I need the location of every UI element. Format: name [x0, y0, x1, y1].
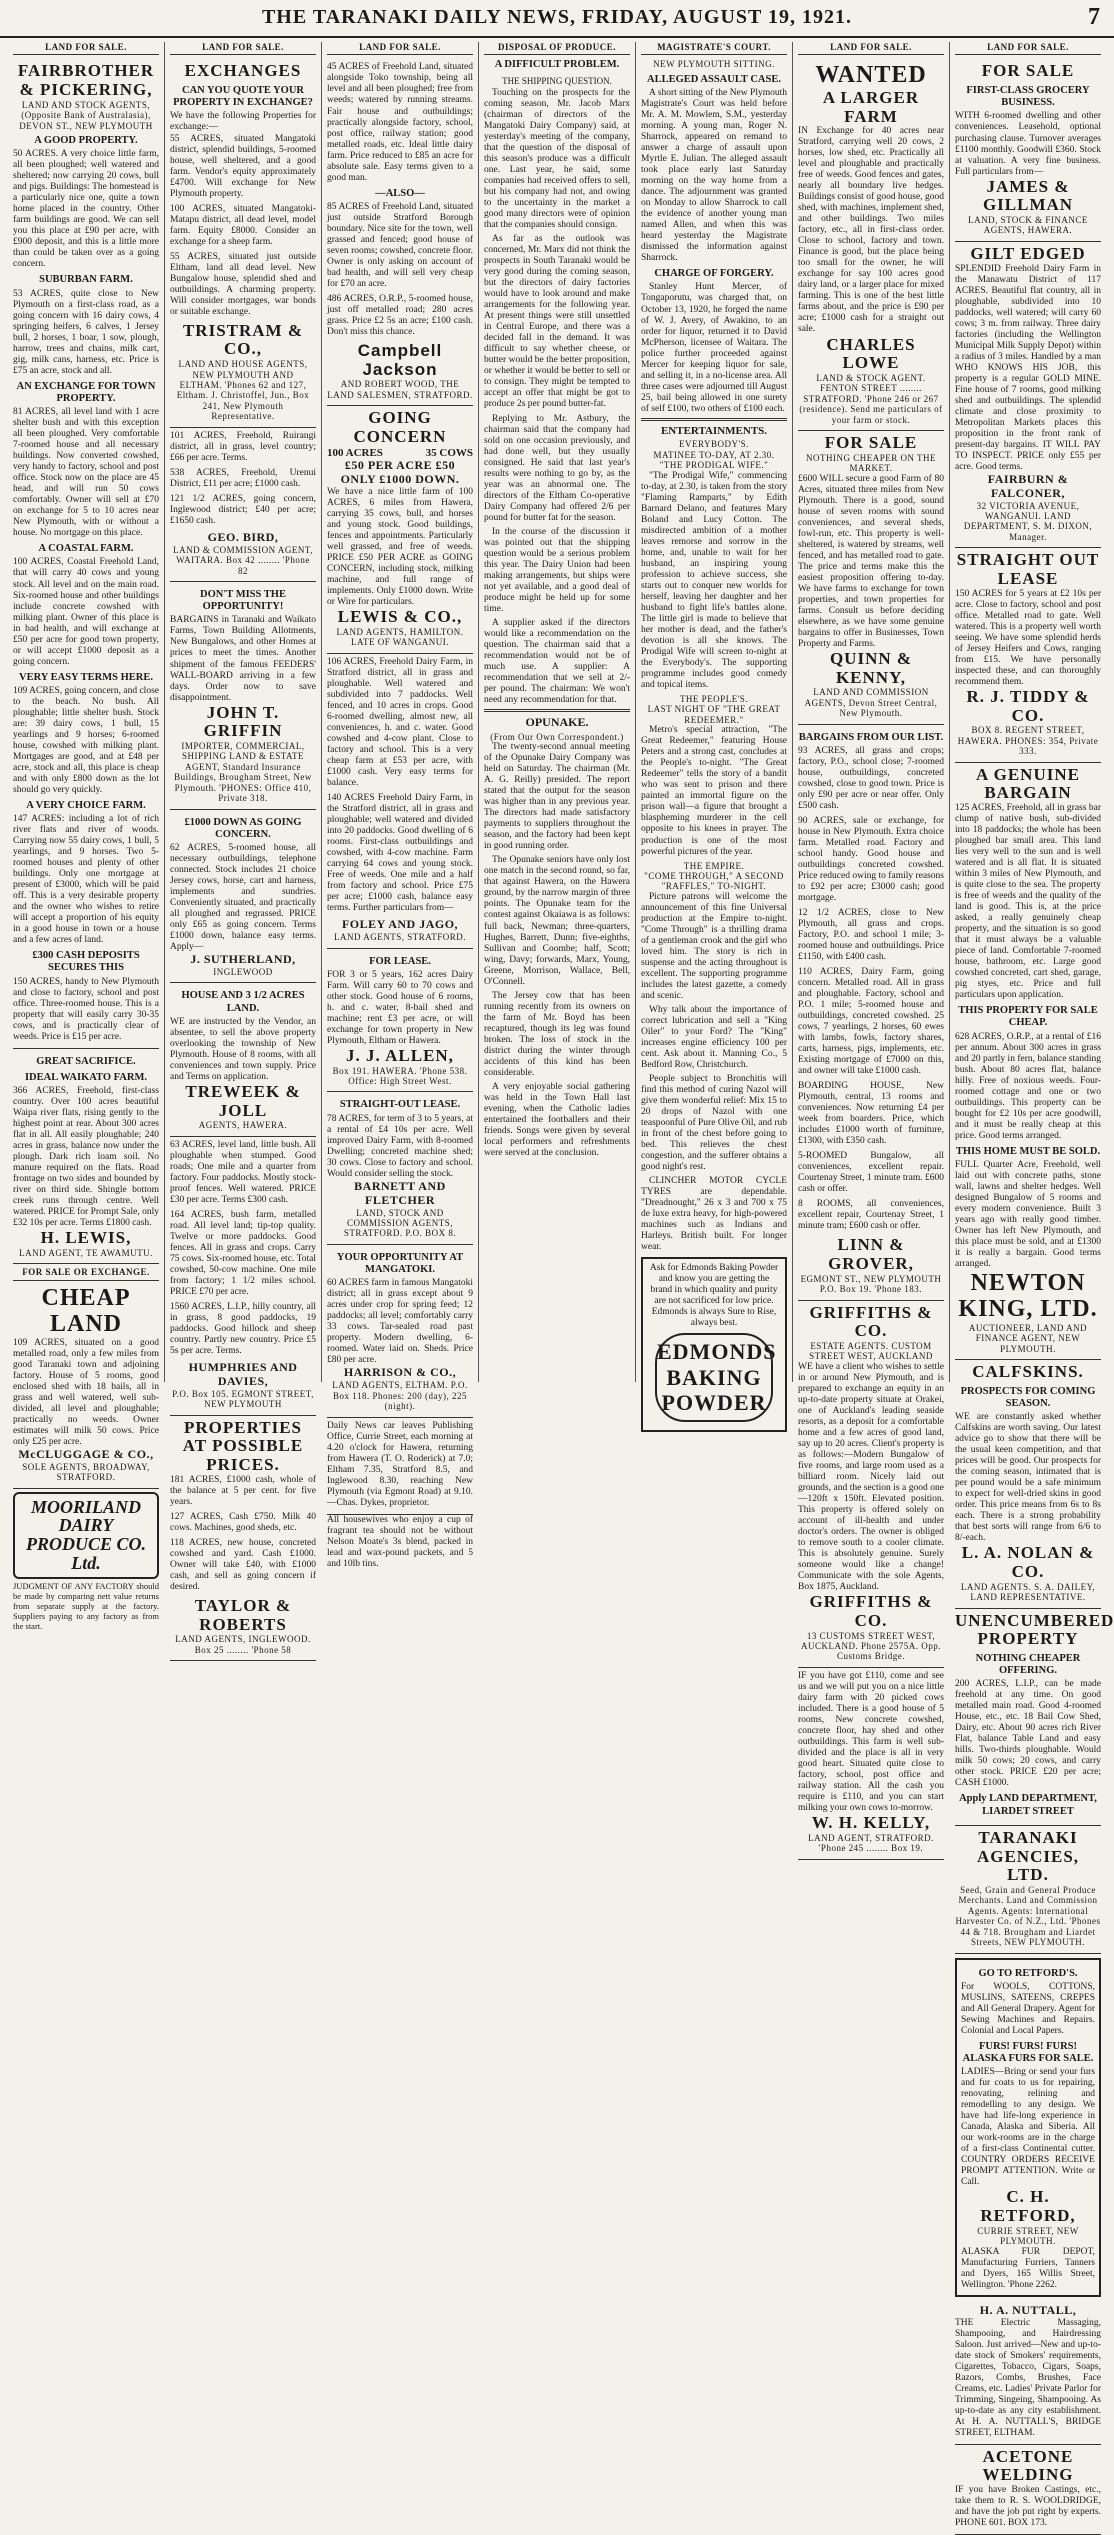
ad-title: GILT EDGED	[970, 243, 1086, 263]
article-paragraph: The Jersey cow that has been running recently from its owners on the farm of Mr. Boyd has been recaptured, though its leg was found broken. The loss of stock in the district during the winter through accidents of this kind has been considerable.	[484, 990, 630, 1078]
agent-address: EGMONT ST., NEW PLYMOUTH P.O. Box 19. 'Phone 183.	[800, 1273, 942, 1295]
listing: 106 ACRES, Freehold Dairy Farm, in Stratford district, all in grass and ploughable. Well watered and subdivided into 7 paddocks. Well fenced, and 10 acres in crops. Good 6-roomed dwelling, almost new, all conveniences, h. and c. water. Good cowshed and 4-cow plant. Close to factory and school. This is a very cheap farm at £53 per acre, with £1000 cash. Very easy terms for balance.	[327, 656, 473, 789]
ad-heading: THIS HOME MUST BE SOLD.	[955, 1145, 1101, 1157]
listing: 12 1/2 ACRES, close to New Plymouth, all grass and crops. Factory, P.O. and school 1 mile; 3-roomed house and outbuildings. Price £1150, with £400 cash.	[798, 907, 944, 963]
notice: Daily News car leaves Publishing Office, Currie Street, each morning at 4.20 o'clock for Hawera, returning from Hawera (T. O. Roderick) at 7.0; Eltham 7.35, Stratford 8.5, and Inglewood 8.30, reaching New Plymouth (via Egmont Road) at 9.10.—Chas. Dykes, proprietor.	[327, 1418, 473, 1515]
firm-address: LAND AND STOCK AGENTS, (Opposite Bank of Australasia), DEVON ST., NEW PLYMOUTH	[19, 99, 153, 131]
ad-title: CHEAP LAND	[41, 1284, 131, 1338]
ad-text: 81 ACRES, all level land with 1 acre shelter bush and with this exception all been ploughed. Very comfortable 7-roomed house and all necessary buildings. Now converted cowshed, very handy to factory, school and post office. Stock now on the place are 45 head, and will run 50 cows comfortably. Owner will sell at £70 on exchange for 5 to 10 acres near New Plymouth, with or without a house. No mortgage on this place.	[13, 407, 159, 539]
listing: 127 ACRES, Cash £750. Milk 40 cows. Machines, good sheds, etc.	[170, 1511, 316, 1533]
ad-title: EXCHANGES	[184, 61, 302, 81]
column-2	[165, 42, 322, 1655]
agent-address: P.O. Box 105. EGMONT STREET, NEW PLYMOUTH	[172, 1388, 314, 1410]
column-header: LAND FOR SALE.	[170, 42, 316, 55]
article-paragraph: Why talk about the importance of correct lubrication and sell a "King Oiler" to your Ford? The "King" increases engine efficiency 100 per cent. Ask about it. Manning Co., 5 Bedford Row, Christchurch.	[641, 1005, 787, 1071]
article-heading: ALLEGED ASSAULT CASE.	[647, 73, 781, 85]
column-7	[950, 42, 1114, 2529]
column-header: LAND FOR SALE.	[327, 42, 473, 55]
ad-title: ACETONE WELDING	[982, 2446, 1074, 2485]
ad-title: A GENUINE BARGAIN	[976, 764, 1080, 803]
agent-address: LAND AND HOUSE AGENTS, NEW PLYMOUTH AND ELTHAM. 'Phones 62 and 127, Eltham. J. Christoffel, Jun., Box 241, New Plymouth Representative.	[176, 359, 310, 422]
ad-text: WE are constantly asked whether Calfskins are worth saving. Our latest advice go to show that there will be the usual keen competition, and that prices will be good. Our prospects for the coming season, intimated that is per pound would be a safe minimum to expect for well-dried skins in good order. This price means from 6s to 8s each. There is a strong probability that best sorts will range from 6/6 to 8/-each.	[955, 1412, 1101, 1544]
agent-address: 13 CUSTOMS STREET WEST, AUCKLAND. Phone 2575A. Opp. Customs Bridge.	[801, 1630, 941, 1662]
ad-text: JUDGMENT OF ANY FACTORY should be made by comparing nett value returns from separate supply at the factory. Suppliers paying to any factory as from the start.	[13, 1581, 159, 1631]
ad-text: 53 ACRES, quite close to New Plymouth on a first-class road, as a going concern with 16 dairy cows, 4 springing heifers, 6 calves, 1 Jersey bull, 2 horses, 1 boar, 1 sow, plough, harrow, trees and chains, milk cart, gig, milk cans, harness, etc. Price is £75 an acre, stock and all.	[13, 288, 159, 376]
column-1	[8, 42, 165, 1631]
article-subheading: "THE PRODIGAL WIFE."	[659, 460, 769, 471]
ad-title: WANTED	[815, 62, 927, 89]
ad-text: WITH 6-roomed dwelling and other conveniences. Leasehold, optional purchasing clause. Turnover averages £1100 monthly. Goodwill £360. Stock at valuation. A very fine business. Full particulars from—	[955, 111, 1101, 177]
ad-heading: A COASTAL FARM.	[38, 543, 134, 555]
ad-text: 100 ACRES, Coastal Freehold Land, that will carry 40 cows and young stock. All level and on the main road. Six-roomed house and other buildings include concrete cowshed with milking plant. Owner of this place is in bad health, and will exchange at £50 per acre for good town property, or will accept £1000 deposit as a going concern.	[13, 557, 159, 667]
agent-address: LAND AGENT, TE AWAMUTU.	[19, 1247, 153, 1258]
article-paragraph: Metro's special attraction, "The Great Redeemer," featuring House Peters and a strong cast, concludes at the People's to-night. "The Great Redeemer" tells the story of a bandit who was sent to prison and there painted an immortal figure on the prison wall—a figure that brought a blaspheming murderer in the cell opposite to his knees in prayer. The production is one of the most powerful pictures of the year.	[641, 725, 787, 857]
column-6	[793, 42, 950, 1854]
agent-address: Box 191. HAWERA. 'Phone 538. Office: High Street West.	[332, 1065, 468, 1086]
agent-address: LAND AGENTS, STRATFORD.	[333, 932, 466, 943]
logo-line: MOORILAND DAIRY	[30, 1496, 141, 1536]
agent-address: LAND, STOCK & FINANCE AGENTS, HAWERA.	[968, 214, 1088, 236]
listing: 63 ACRES, level land, little bush. All ploughable when stumped. Good roads; One mile and a quarter from factory. Four paddocks. Mostly stock-proof fences. Well watered. PRICE £30 per acre. Terms £300 cash.	[170, 1139, 316, 1205]
ad-title: STRAIGHT OUT LEASE	[956, 550, 1100, 589]
article-paragraph: The Opunake seniors have only lost one match in the second round, so far, that against Hawera, on the Hawera ground, by the narrow margin of three points. The Opunake team for the contest against Okaiawa is as follows: full back, Newman; three-quarters, Hughes, Barrett, Dunn; five-eighths, Sullivan and Coombe; half, Scott; wing, Davy; forwards, Marx, Young, Greene, Morrison, Wallace, Bell, O'Connell.	[484, 855, 630, 987]
ad-text: 62 ACRES, 5-roomed house, all necessary outbuildings, telephone connected. Stock includes 21 choice Jersey cows, horse, cart and harness, implements and sundries. Conveniently situated, and practically all ploughed and regrassed. PRICE only £65 as going concern. Terms £1000 down, balance easy terms. Apply—	[170, 842, 316, 953]
agent-address: AUCTIONEER, LAND AND FINANCE AGENT, NEW PLYMOUTH.	[968, 1322, 1088, 1354]
ad-heading: FURS! FURS! FURS! ALASKA FURS FOR SALE.	[962, 2040, 1094, 2064]
agent-name: TAYLOR & ROBERTS	[194, 1595, 292, 1634]
article-heading: A DIFFICULT PROBLEM.	[494, 59, 620, 71]
listing: 5-ROOMED Bungalow, all conveniences, excellent repair. Courtenay Street, 1 minute tram. £600 cash or offer.	[798, 1151, 944, 1195]
listing: 486 ACRES, O.R.P., 5-roomed house, just off metalled road; 280 acres grass. Price £2 5s an acre; £100 cash. Don't miss this chance.	[327, 293, 473, 337]
article-paragraph: The twenty-second annual meeting of the Opunake Dairy Company was held on Saturday. The chairman (Mr. A. G. Reilly) presided. The report stated that the output for the season was higher than in any previous year. The directors had made satisfactory payments to suppliers throughout the season, and the factory had been kept in good running order.	[484, 742, 630, 852]
ad-subheading: IDEAL WAIKATO FARM.	[24, 1071, 148, 1083]
listing: 85 ACRES of Freehold Land, situated just outside Stratford Borough boundary. Nice site for the town, well grassed and fenced; good house of seven rooms; cowshed, concrete floor. Owner is only asking on account of bad health, and will sell very cheap for £70 an acre.	[327, 201, 473, 289]
listing: 45 ACRES of Freehold Land, situated alongside Toko township, being all level and all been ploughed; free from weeds; watered by running streams. Fair house and outbuildings; practically alongside factory, school, post office, railway station; good metalled roads, etc. Ideal little dairy farm. Price reduced to £85 an acre for absolute sale. Easy terms given to a good man.	[327, 62, 473, 183]
agent-address: AND ROBERT WOOD, THE LAND SALESMEN, STRATFORD.	[327, 379, 473, 400]
ad-title: FOR SALE	[824, 433, 918, 453]
column-header: LAND FOR SALE.	[955, 42, 1101, 55]
agent-address: LAND AGENTS, INGLEWOOD. Box 25 ........ 'Phone 58	[175, 1634, 311, 1655]
edmonds-logo: EDMONDS BAKING POWDER	[655, 1333, 773, 1422]
agent-name: LINN & GROVER,	[828, 1235, 914, 1274]
agent-address: LAND AGENTS, HAMILTON. LATE OF WANGANUI.	[336, 627, 464, 648]
ad-text: FULL Quarter Acre, Freehold, well laid out with concrete paths, stone wall, lawns and shelter hedges. Well designed Bungalow of 5 rooms and every modern convenience. Built 3 years ago with really good timber. Owner has left New Plymouth, and this place must be sold, and at £1300 it is really a bargain. Good terms arranged.	[955, 1159, 1101, 1270]
column-header: LAND FOR SALE.	[798, 42, 944, 55]
ad-text: We have the following Properties for exchange:—	[170, 111, 316, 133]
agent-address: BOX 8. REGENT STREET, HAWERA. PHONES: 354, Private 333.	[957, 725, 1099, 757]
agent-name: J. J. ALLEN,	[346, 1045, 454, 1065]
listing: 90 ACRES, sale or exchange, for house in New Plymouth. Extra choice farm. Metalled road. Factory and school handy. Good house and outbuildings concreted cowshed. Price reduced owing to family reasons to £92 per acre; £3000 cash; good mortgage.	[798, 815, 944, 903]
ad-heading: £1000 DOWN AS GOING CONCERN.	[184, 816, 302, 840]
agent-name: HARRISON & CO.,	[343, 1365, 457, 1380]
ad-heading: FIRST-CLASS GROCERY BUSINESS.	[966, 85, 1090, 109]
agent-name: R. J. TIDDY & CO.	[966, 686, 1090, 725]
notice: All housewives who enjoy a cup of fragrant tea should not be without Nelson Moate's 3s blend, packed in lead and wax-pound packets, and 5 and 10lb tins.	[327, 1514, 473, 1569]
agent-address: INGLEWOOD	[213, 966, 273, 977]
agent-name: CHARLES LOWE	[826, 334, 916, 373]
listing: 8 ROOMS, all conveniences, excellent repair, Courtenay Street, 1 minute tram; £600 cash or offer.	[798, 1199, 944, 1232]
ad-text: For WOOLS, COTTONS, MUSLINS, SATEENS, CREPES and All General Drapery. Agent for Sewing Machines and Repairs. Colonial and Local Papers.	[961, 1981, 1095, 2036]
agent-name: FAIRBURN & FALCONER,	[987, 471, 1069, 500]
listing: BOARDING HOUSE, New Plymouth, central, 13 rooms and conveniences. Now returning £4 per week from boarders. Price, which includes £1000 worth of furniture, £1300, with £350 cash.	[798, 1081, 944, 1147]
firm-name: FAIRBROTHER & PICKERING,	[17, 61, 155, 100]
article-subheading: THE PEOPLE'S.	[679, 694, 749, 705]
article-paragraph: A supplier asked if the directors would like a recommendation on the question. The chairman said that a recommendation would not be of much use. A supplier: A recommendation that we sell at 2/- per pound. The chairman: We won't need any recommendation for that.	[484, 617, 630, 705]
ad-heading: A VERY CHOICE FARM.	[26, 799, 146, 811]
ad-heading: NOTHING CHEAPER OFFERING.	[975, 1652, 1081, 1677]
ad-heading: STRAIGHT-OUT LEASE.	[339, 1099, 461, 1111]
acres-label: 100 ACRES	[327, 446, 383, 459]
ad-heading: AN EXCHANGE FOR TOWN PROPERTY.	[16, 380, 156, 404]
ad-heading: FOR LEASE.	[369, 955, 431, 967]
agent-name: Campbell Jackson	[357, 340, 443, 379]
column-header: DISPOSAL OF PRODUCE.	[484, 42, 630, 55]
agent-name: H. LEWIS,	[40, 1228, 132, 1248]
ad-heading: DON'T MISS THE OPPORTUNITY!	[200, 589, 286, 613]
agent-name: GRIFFITHS & CO.	[809, 1592, 933, 1630]
agent-name: J. SUTHERLAND,	[190, 952, 296, 967]
listing: 1560 ACRES, L.I.P., hilly country, all in grass, 8 good paddocks, 19 paddocks. Good hillock and sheep country. Partly new country. Price £5 5s per acre. Terms.	[170, 1301, 316, 1356]
ad-text: 125 ACRES, Freehold, all in grass bar clump of native bush, sub-divided into 18 paddocks; the whole has been ploughed bar small area. This land lies very well to the sun and is well watered and is all flat. It is situated within 3 miles of New Plymouth, and is quite close to the sea. The property is free of weeds and the quality of the land is good. This is, at the price asked, a really genuinely cheap property, and the situation is so good that it must always be a valuable piece of land. Comfortable 7-roomed house, bathroom, etc. Large good cowshed concreted, cart shed, garage, pig styes, etc. Price and full particulars upon application.	[955, 802, 1101, 1001]
agent-address: LAND & STOCK AGENT. FENTON STREET ........ STRATFORD. 'Phone 246 or 267 (residence). Send me particulars of your farm or stock.	[799, 372, 943, 425]
listing: 100 ACRES, situated Mangatoki-Matapu district, all dead level, model farm. Equity £8000. Consider an exchange for a sheep farm.	[170, 203, 316, 247]
masthead	[0, 0, 1114, 38]
agent-name: LEWIS & CO.,	[337, 607, 463, 627]
agent-name: GEO. BIRD,	[207, 529, 279, 544]
ad-text: 150 ACRES for 5 years at £2 10s per acre. Close to factory, school and post office. Metalled road to gate. Well watered. This is a property well worth seeing. We have some splendid herds of Jersey Heifers and Cows, ranging from £15. We have personally inspected these, and can thoroughly recommend them.	[955, 588, 1101, 687]
ad-text: 366 ACRES, Freehold, first-class country. Over 100 acres beautiful Waipa river flats, rising gently to the highest point at rear. About 300 acres flat in all. All easily ploughable; 240 acres in grass, balance now under the plough. Dark rich loam soil. No manure required on the flats. Road frontage on two sides and bounded by river on third side. Shingle bottom creek runs through centre. Well watered. PRICE for Prompt Sale, only £32 10s per acre. Terms £1800 cash.	[13, 1086, 159, 1229]
ad-text: £600 WILL secure a good Farm of 80 Acres, situated three miles from New Plymouth. There is a good, sound house of seven rooms with sound conveniences, and several sheds, fowl-run, etc. This property is well-sheltered, is watered by streams, well fenced, and has metalled road to gate. The price and terms make this the easiest proposition offering to-day. We have farms to exchange for town properties, and town properties for farms. Consult us before deciding elsewhere, as we have some genuine bargains to offer in Businesses, Town Property and Farms.	[798, 473, 944, 649]
masthead-title: THE TARANAKI DAILY NEWS, FRIDAY, AUGUST 19, 1921.	[261, 6, 853, 28]
listing: 181 ACRES, £1000 cash, whole of the balance at 5 per cent. for five years.	[170, 1474, 316, 1507]
column-header: LAND FOR SALE.	[13, 42, 159, 55]
agent-address: LAND AGENTS, ELTHAM. P.O. Box 118. Phones: 200 (day), 225 (night).	[332, 1380, 468, 1412]
ad-title: PROPERTIES AT POSSIBLE PRICES.	[182, 1417, 304, 1475]
article-subheading: NEW PLYMOUTH SITTING.	[653, 59, 775, 70]
agent-name: L. A. NOLAN & CO.	[961, 1543, 1095, 1582]
article-heading: CHARGE OF FORGERY.	[654, 268, 774, 280]
article-heading: ENTERTAINMENTS.	[660, 424, 768, 437]
ad-text: 78 ACRES, for term of 3 to 5 years, at a rental of £4 10s per acre. Well improved Dairy Farm, with 8-roomed Dwelling; concreted machine shed; 30 cows. Close to factory and school. Would consider selling the stock.	[327, 1113, 473, 1179]
article-paragraph: Stanley Hunt Mercer, of Tongaporutu, was charged that, on October 13, 1920, he forged the name of W. J. Avery, of Awakino, to an order for liquor, returned it to David McPherson, licensee of Waitara. The police further proceeded against Mercer for keeping liquor for sale, and selling it, in a no-license area. All three cases were adjourned till August 25, bail being allowed in one surety of self £100, two others of £100 each.	[641, 282, 787, 414]
column-3	[322, 42, 479, 1569]
ad-heading: YOUR OPPORTUNITY AT MANGATOKI.	[336, 1251, 464, 1275]
article-subheading: THE EMPIRE.	[683, 860, 745, 871]
ad-text: 109 ACRES, going concern, and close to the beach. No bush. All ploughable; little shelter bush. Stock are: 39 dairy cows, 1 bull, 15 yearlings and 9 horses; 6-roomed house, cowshed with milking plant. Mortgages are good, and at £48 per acre, stock and all, this place is cheap and with only £800 down as the lot should go very quickly.	[13, 685, 159, 795]
ad-text: 628 ACRES, O.R.P., at a rental of £16 per annum. About 300 acres in grass and 20 partly in fern, balance standing bush. About 80 acres flat, balance hilly. Free of noxious weeds. Four-roomed cottage and one or two outbuildings. This property can be bought for £2 10s per acre goodwill, and it must be really cheap at this price. Good terms arranged.	[955, 1031, 1101, 1141]
ad-title: UNENCUMBERED PROPERTY	[955, 1610, 1114, 1649]
edmonds-ad-text: Ask for Edmonds Baking Powder and know you are getting the brand in which quality and purity are not sacrificed for low price. Edmonds is always Sure to Rise, always best.	[649, 1263, 779, 1329]
article-paragraph: A short sitting of the New Plymouth Magistrate's Court was held before Mr. A. M. Mowlem, S.M., yesterday morning. A young man, Roger N. Sharrock, appeared on remand to answer a charge of assault upon Myrtle E. Julian. The alleged assault took place early last Saturday morning on the way home from a dance. The adjournment was granted on Monday to allow Sharrock to call the evidence of another young man named Allen, and when this was heard yesterday the Magistrate dismissed the information against Sharrock.	[641, 88, 787, 264]
listing: 55 ACRES, situated just outside Eltham, land all dead level. New Bungalow house, splendid shed and outbuildings. A charming property. Will consider mortgages, war bonds or suitable exchange.	[170, 251, 316, 317]
ad-heading: SUBURBAN FARM.	[39, 274, 133, 286]
ad-title: CALFSKINS.	[972, 1362, 1084, 1382]
article-paragraph: As far as the outlook was concerned, Mr. Marx did not think the prospects in South Taranaki would be very good during the coming season, but the directors of dairy factories would have to look around and make arrangements for the following year. At present things were still unsettled in Central Europe, and there was a decided fall in the demand. It was difficult to say whether cheese, or butter would be the better proposition, or whether it would be better to sell or to consign. They might be tempted to accept an offer that might be got to produce 2s per pound butter-fat.	[484, 234, 630, 410]
ad-text: We have a nice little farm of 100 ACRES, 6 miles from Hawera, carrying 35 cows, bull, and horses and young stock. Good buildings, fences and appointments. Particularly well grassed, and free of weeds. PRICE £50 PER ACRE as GOING CONCERN, including stock, milking machine, and full range of implements. Only £1000 down. Write or Wire for particulars.	[327, 487, 473, 608]
listing: 118 ACRES, new house, concreted cowshed and yard. Cash £1000. Owner will take £40, with £1000 cash, and sell as going concern if desired.	[170, 1537, 316, 1592]
agent-address: LAND, STOCK AND COMMISSION AGENTS, STRATFORD. P.O. BOX 8.	[343, 1207, 457, 1239]
agent-name: H. A. NUTTALL,	[979, 2302, 1077, 2317]
article-byline: (From Our Own Correspondent.)	[490, 731, 624, 742]
ad-subtitle: A LARGER FARM	[822, 87, 920, 126]
article-paragraph: Replying to Mr. Astbury, the chairman said that the company had sold on one occasion previously, and had done well, but they usually consigned. He said that last year's results were nothing to go by, as the year was an abnormal one. The directors of the Eltham Co-operative Dairy Company had offered 2/6 per pound for butter fat for the season.	[484, 413, 630, 523]
agent-name: W. H. KELLY,	[811, 1813, 931, 1833]
listing: 110 ACRES, Dairy Farm, going concern. Metalled road. All in grass and ploughable. Factory, school and P.O. 1 mile; 5-roomed house and outbuildings, concreted cowshed. 25 cows, 7 yearlings, 2 horses, 60 ewes with lambs, fowls, factory shares, carts, harness, pigs, implements, etc. Existing mortgage of £7000 on this, and owner will take £1000 cash.	[798, 967, 944, 1077]
ad-text: 150 ACRES, handy to New Plymouth and close to factory, school and post office. Three-roomed house. This is a property that will easily carry 30-35 cows, and is practically clear of weeds. Price is £15 per acre.	[13, 976, 159, 1042]
article-paragraph: People subject to Bronchitis will find this method of curing Nazol will give them wonderful relief: Mix 15 to 20 drops of Nazol with one teaspoonful of Pure Olive Oil, and rub in front of the chest before going to bed. This relieves the chest congestion, and the sufferer obtains a good night's rest.	[641, 1074, 787, 1173]
column-5	[636, 42, 793, 1416]
moa-dairy-logo	[13, 1492, 159, 1580]
agent-address: LAND AGENTS. S. A. DAILEY, LAND REPRESENTATIVE.	[960, 1581, 1096, 1603]
price-line: £50 PER ACRE £50	[344, 458, 456, 473]
agent-name: FOLEY AND JAGO,	[341, 917, 459, 932]
agent-address: AGENTS, HAWERA.	[198, 1120, 288, 1131]
ad-title: FOR SALE	[981, 61, 1075, 81]
article-subheading: THE SHIPPING QUESTION.	[502, 75, 612, 86]
ad-subtitle: NOTHING CHEAPER ON THE MARKET.	[805, 452, 937, 474]
page-number: 7	[1088, 4, 1100, 30]
ad-heading: PROSPECTS FOR COMING SEASON.	[960, 1385, 1096, 1409]
agent-name: McCLUGGAGE & CO.,	[18, 1446, 154, 1461]
ad-heading: BARGAINS FROM OUR LIST.	[798, 731, 944, 743]
ad-text: WE are instructed by the Vendor, an absentee, to sell the above property overlooking the township of New Plymouth. House of 8 rooms, with all conveniences and town supply. Price and Terms on application.	[170, 1016, 316, 1082]
columns	[8, 42, 1114, 2529]
down-line: ONLY £1000 DOWN.	[340, 472, 460, 487]
ad-heading: HOUSE AND 3 1/2 ACRES LAND.	[181, 990, 305, 1014]
agent-name: TARANAKI AGENCIES, LTD.	[976, 1827, 1080, 1885]
ad-text: 147 ACRES: including a lot of rich river flats and river of woods. Carrying now 55 dairy cows, 1 bull, 5 yearlings, and 9 horses. Two 5-roomed houses and plenty of other buildings. Only one mortgage at present of £3000, which will be paid off. This is a very desirable property and the owner who wishes to retire will accept a proportion of his equity in a good house in town or a house and a few acres of land.	[13, 814, 159, 946]
listing: 55 ACRES, situated Mangatoki district, splendid buildings, 5-roomed house, well sheltered, and a good farm. Vendor's equity approximately £4700. Will exchange for New Plymouth property.	[170, 133, 316, 199]
agent-name: NEWTON KING, LTD.	[958, 1270, 1098, 1323]
listing: 164 ACRES, bush farm, metalled road. All level land; tip-top quality. Twelve or more paddocks. Good fences. All in grass and crops. Carry 75 cows. Six-roomed house, etc. Total cowshed, 50-cow machine. One mile from factory; 1 1/2 miles school. PRICE £70 per acre.	[170, 1209, 316, 1297]
article-paragraph: CLINCHER MOTOR CYCLE TYRES are dependable. "Dreadnought," 26 x 3 and 700 x 75 de luxe extra heavy, for high-powered machines such as Indians and Harleys. British built. For longer wear.	[641, 1176, 787, 1253]
agent-address: SOLE AGENTS, BROADWAY, STRATFORD.	[22, 1461, 150, 1483]
ad-text: SPLENDID Freehold Dairy Farm in the Manawatu District of 117 ACRES. Beautiful flat country, all in ploughable, subdivided into 10 paddocks, well watered; will carry 60 cows; 3 m. from railway. Three dairy factories (including the Wellington Municipal Milk Supply Depot) within a radius of 3 miles. Handled by a man WHO KNOWS HIS JOB, this property is a regular GOLD MINE. Fine house of 7 rooms, good milking shed and outbuildings. The splendid climate and close proximity to Metropolitan Markets places this proposition in the front rank of present-day bargains. IT WILL PAY TO INSPECT. PRICE only £55 per acre. Good terms.	[955, 263, 1101, 472]
article-subheading: LAST NIGHT OF "THE GREAT REDEEMER."	[647, 704, 781, 725]
agent-name: C. H. RETFORD,	[980, 2187, 1076, 2225]
ad-heading: —ALSO—	[375, 187, 425, 199]
agent-name: TRISTRAM & CO.,	[182, 320, 304, 359]
article-paragraph: "The Prodigal Wife," commencing to-day, at 2.30, is taken from the story "Flaming Ramparts," by Edith Barnard Delano, and features Mary Boland and Lucy Cotton. The misdirected ambition of a mother leaves remorse and sorrow in the home, and, unable to wait for her husband, an inspiring young profession to achieve success, she starts out to conquer new worlds for herself, leaving her daughter and her husband to fight life's battles alone. The little girl is made to believe that her mother is dead, and the father's devotion is all she knows. The Prodigal Wife will screen to-night at the Everybody's. The supporting programme includes good comedy and topical items.	[641, 470, 787, 691]
ad-text: ALASKA FUR DEPOT, Manufacturing Furriers, Tanners and Dyers, 165 Willis Street, Wellington. 'Phone 2262.	[961, 2246, 1095, 2290]
article-subheading: EVERYBODY'S.	[679, 439, 749, 450]
agent-address: LAND AGENT, STRATFORD. 'Phone 245 ........ Box 19.	[808, 1832, 934, 1854]
agent-name: TREWEEK & JOLL	[185, 1081, 301, 1120]
article-heading: OPUNAKE.	[525, 714, 589, 729]
agent-address: ESTATE AGENTS. CUSTOM STREET WEST, AUCKLAND	[809, 1341, 933, 1362]
ad-text: BARGAINS in Taranaki and Waikato Farms, Town Building Allotments, New Bungalows, and other Homes at prices to meet the times. Another shipment of the famous FEEDERS' WALL-BOARD arriving in a few days. Order now to save disappointment.	[170, 615, 316, 703]
ad-heading: THIS PROPERTY FOR SALE CHEAP.	[958, 1005, 1098, 1029]
agent-name: QUINN & KENNY,	[829, 648, 913, 687]
article-subheading: MATINEE TO-DAY, AT 2.30.	[653, 449, 775, 460]
agent-name: JOHN T. GRIFFIN	[203, 702, 283, 741]
ad-text: THE Electric Massaging, Shampooing, and Hairdressing Saloon. Just arrived—New and up-to-date stock of Smokers' requirements, Cigarettes, Tobacco, Cigars, Soaps, Razors, Combs, Brushes, Face Creams, etc. Ladies' Private Parlor for Trimming, Singeing, Shampooing. As up-to-date as any city establishment. At H. A. NUTTALL'S, BRIDGE STREET, ELTHAM.	[955, 2317, 1101, 2438]
article-paragraph: Picture patrons will welcome the announcement of this fine Universal production at the Empire to-night. "Come Through" is a thrilling drama of a gentleman crook and the girl who loved him. The story is rich in suspense and the acting throughout is excellent. The supporting programme includes the latest gazette, a comedy and scenic.	[641, 891, 787, 1001]
section-header: FOR SALE OR EXCHANGE.	[13, 1267, 159, 1280]
listing: 538 ACRES, Freehold, Urenui District, £11 per acre; £1000 cash.	[170, 467, 316, 489]
article-paragraph: A very enjoyable social gathering was held in the Town Hall last evening, when the Catholic ladies entertained the footballers and their friends. Songs were given by several local performers and refreshments were served at the conclusion.	[484, 1081, 630, 1158]
ad-title: GOING CONCERN	[353, 408, 447, 446]
agent-address: LAND AND COMMISSION AGENTS, Devon Street Central, New Plymouth.	[804, 687, 938, 719]
article-paragraph: In the course of the discussion it was pointed out that the shipping question would be a serious problem this year. The Dairy Union had been making arrangements, but ships were not yet available, and a good deal of produce might be held up for some time.	[484, 526, 630, 614]
ad-text: 60 ACRES farm in famous Mangatoki district; all in grass except about 9 acres under crop for spring feed; 12 paddocks; all level; comfortably carry 33 cows. Tar-sealed road past property. Modern dwelling, 6-roomed. Water laid on. Sheds. Price £80 per acre.	[327, 1278, 473, 1366]
agent-name: HUMPHRIES AND DAVIES,	[188, 1359, 298, 1388]
column-4	[479, 42, 636, 1382]
ad-text: IF you have Broken Castings, etc., take them to R. S. WOOLDRIDGE, and have the job put right by experts. PHONE 601. BOX 173.	[955, 2485, 1101, 2529]
ad-heading: £300 CASH DEPOSITS SECURES THIS	[32, 950, 140, 974]
ad-text: 109 ACRES, situated on a good metalled road, only a few miles from good Taranaki town and adjoining factory. House of 5 rooms, good enclosed shed with 18 bails, all in grass and well watered, well sub-divided, all level and ploughable; practically no weeds. Owner estimates will milk 50 cows. Price only £25 per acre.	[13, 1337, 159, 1447]
listing: 93 ACRES, all grass and crops; factory, P.O., school close; 7-roomed house, outbuildings, concreted cowshed, close to good town. Price is only £90 per acre or near offer. Only £500 cash.	[798, 745, 944, 811]
agent-name: GRIFFITHS & CO.	[809, 1302, 933, 1341]
listing: 121 1/2 ACRES, going concern, Inglewood district; £40 per acre; £1650 cash.	[170, 493, 316, 526]
agent-name: JAMES & GILLMAN	[982, 176, 1074, 215]
column-header: MAGISTRATE'S COURT.	[641, 42, 787, 55]
ad-text: IN Exchange for 40 acres near Stratford, carrying well 20 cows, 2 horses, low shed, etc. Practically all level and ploughable and practically free of weeds. Good fences and gates, nearly all boundary live hedges. Buildings consist of good house, good shed, with machines, implement shed, and other buildings. Two miles factory, etc., all in first-class order. Close to school, factory and town. Finance is good, but the place being too small for the owner, he will exchange for say 100 acres good dairy land, or a larger place for mixed farming. This is one of the best little farms about, and the price is £90 per acre; £1000 cash for a straight out sale.	[798, 126, 944, 335]
ad-text: FOR 3 or 5 years, 162 acres Dairy Farm. Will carry 60 to 70 cows and other stock. Good house of 6 rooms, h. and c. water, 8-bail shed and machine; rent £3 per acre, or will exchange for town property in New Plymouth, Eltham or Hawera.	[327, 969, 473, 1046]
logo-line: PRODUCE CO. Ltd.	[25, 1534, 146, 1574]
ad-heading: CAN YOU QUOTE YOUR PROPERTY IN EXCHANGE?	[173, 85, 313, 109]
agent-address: LAND & COMMISSION AGENT, WAITARA. Box 42 ........ 'Phone 82	[173, 544, 313, 576]
ad-heading: A GOOD PROPERTY.	[34, 135, 138, 147]
agent-address: CURRIE STREET, NEW PLYMOUTH.	[977, 2225, 1079, 2247]
ad-text: LADIES—Bring or send your furs and fur coats to us for repairing, renovating, relining and remodelling to any design. We have had life-long experience in Canada, Alaska and Siberia. All our work-rooms are in the charge of a first-class Continental cutter. COUNTRY ORDERS RECEIVE PROMPT ATTENTION. Write or Call.	[961, 2067, 1095, 2188]
ad-text: IF you have got £110, come and see us and we will put you on a nice little dairy farm with 20 picked cows included. There is a good house of 5 rooms, New concrete cowshed, concrete floor, hay shed and other outbuildings. This farm is well sub-divided and the place is all in very good heart. Situated quite close to factory, school, post office and railway station. All the cash you require is £110, and you can start milking your own cows to-morrow.	[798, 1670, 944, 1814]
ad-heading: GO TO RETFORD'S.	[978, 1967, 1078, 1979]
ad-text: 200 ACRES, L.I.P., can be made freehold at any time. On good metalled main road. Good 4-roomed House, etc., etc. 18 Bail Cow Shed, Dairy, etc. About 90 acres rich River Flat, balance Table Land and easy hills. Two-thirds ploughable. Would milk 50 cows; 20 cows, and carry other stock. PRICE £20 per acre; CASH £1000.	[955, 1679, 1101, 1789]
agent-address: IMPORTER, COMMERCIAL, SHIPPING LAND & ESTATE AGENT, Standard Insurance Buildings, Brougham Street, New Plymouth. 'PHONES: Office 410, Private 318.	[174, 740, 312, 804]
ad-text: 50 ACRES. A very choice little farm, all been ploughed; well watered and sheltered; now carrying 20 cows, bull and pigs. Buildings: The homestead is a particularly nice one, quite a town home placed in the country. Other farm buildings are good. We can sell you this place at £90 per acre, with £900 deposit, and this is a little more than could be taken over as a going concern.	[13, 149, 159, 270]
agent-address: 32 VICTORIA AVENUE, WANGANUI. LAND DEPARTMENT, S. M. DIXON, Manager.	[963, 500, 1093, 542]
ad-heading: VERY EASY TERMS HERE.	[18, 671, 154, 683]
agent-name: BARNETT AND FLETCHER	[354, 1178, 446, 1207]
agent-address: Seed, Grain and General Produce Merchants. Land and Commission Agents. Agents: International Harvester Co. of N.Z., Ltd. 'Phones 44 & 718. Brougham and Liardet Streets, NEW PLYMOUTH.	[955, 1884, 1101, 1948]
ad-heading: Apply LAND DEPARTMENT, LIARDET STREET	[959, 1793, 1097, 1817]
article-subheading: "COME THROUGH," A SECOND "RAFFLES," TO-NIGHT.	[644, 870, 784, 892]
article-paragraph: Touching on the prospects for the coming season, Mr. Jacob Marx (chairman of directors of the Mangatoki Dairy Company) said, at yesterday's meeting of the company, that the question of the disposal of this season's produce was a difficult one. Last year, he said, some companies had received offers to sell, but his company had not, and owing to the uncertainty in the market a good many directors were of opinion that the companies should consign.	[484, 88, 630, 231]
listing: 140 ACRES Freehold Dairy Farm, in the Stratford district, all in grass and ploughable; well watered and divided into 20 paddocks. Good dwelling of 6 rooms. First-class outbuildings and cowshed, with 4-cow machine. Farm carrying 64 cows and young stock. Free of weeds. One mile and a half from factory and school. Price £75 per acre; £1000 cash, balance easy terms. Further particulars from—	[327, 793, 473, 914]
cows-label: 35 COWS	[425, 446, 473, 459]
ad-text: WE have a client who wishes to settle in or around New Plymouth, and is prepared to exchange an equity in an up-to-date property situate at Orakei, one of Auckland's leading seaside resorts, as a deposit for a comfortable home and a few acres of good land, say up to 20 acres. Client's property is as follows:—Modern Bungalow of five rooms, and large room used as a billiard room. Nicely laid out grounds, and the section is a good one—120ft x 150ft. Elevated position. This property is offered solely on account of ill-health and under doctor's orders. The owner is obliged to remove south to a cooler climate. This is absolutely genuine. Surely someone would like a change! Communicate with the sole Agents, Box 1875, Auckland.	[798, 1361, 944, 1593]
ad-heading: GREAT SACRIFICE.	[36, 1055, 136, 1067]
listing: 101 ACRES, Freehold, Ruirangi district, all in grass, level country; £66 per acre. Terms.	[170, 430, 316, 463]
